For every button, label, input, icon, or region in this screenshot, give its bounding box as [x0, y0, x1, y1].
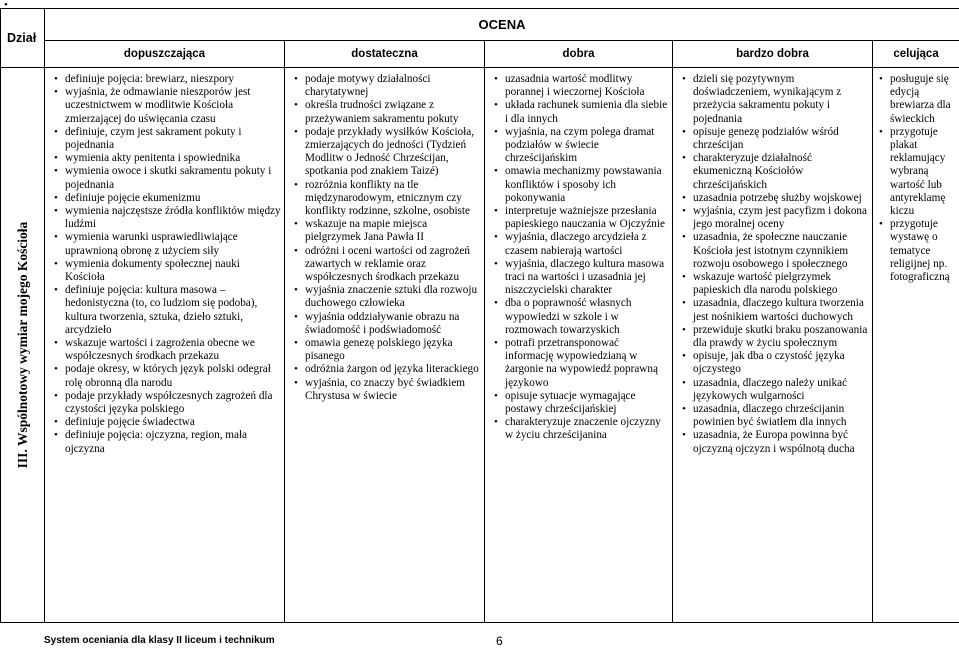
header-level-dostateczna: dostateczna — [285, 41, 485, 68]
requirement-item: • wyjaśnia, dlaczego arcydzieła z czasem nabierają wartości — [493, 231, 669, 257]
requirement-item: • wymienia dokumenty społecznej nauki Kościoła — [53, 258, 281, 284]
requirements-list-bardzo-dobra — [673, 68, 872, 456]
requirement-item: • wyjaśnia, na czym polega dramat podziałów w świecie chrześcijańskim — [493, 126, 669, 166]
requirement-item: • wyjaśnia, co znaczy być świadkiem Chrystusa w świecie — [293, 377, 481, 403]
requirement-item: • definiuje pojęcie ekumenizmu — [53, 192, 281, 205]
requirement-item: • odróżnia żargon od języka literackiego — [293, 363, 481, 376]
header-dzial: Dział — [1, 9, 45, 68]
requirement-item: • opisuje, jak dba o czystość języka ojczystego — [681, 350, 869, 376]
requirement-item: • przygotuje plakat reklamujący wybraną wartość lub antyreklamę kiczu — [878, 126, 956, 218]
requirement-item: • przygotuje wystawę o tematyce religijnej np. fotograficzną — [878, 218, 956, 284]
requirement-item: • uzasadnia potrzebę służby wojskowej — [681, 192, 869, 205]
column-bardzo-dobra — [673, 68, 873, 623]
requirement-item: • wyjaśnia znaczenie sztuki dla rozwoju duchowego człowieka — [293, 284, 481, 310]
header-level-celujaca: celująca — [873, 41, 959, 68]
requirement-item: • wymienia warunki usprawiedliwiające uprawnioną obronę z użyciem siły — [53, 231, 281, 257]
requirement-item: • uzasadnia, że Europa powinna być ojczyzną ojczyzn i wspólnotą ducha — [681, 429, 869, 455]
column-celujaca — [873, 68, 959, 623]
requirement-item: • wyjaśnia oddziaływanie obrazu na świadomość i podświadomość — [293, 311, 481, 337]
requirement-item: • wyjaśnia, dlaczego kultura masowa traci na wartości i uzasadnia jej niszczycielski charakter — [493, 258, 669, 298]
requirement-item: • wymienia akty penitenta i spowiednika — [53, 152, 281, 165]
header-level-bardzo-dobra: bardzo dobra — [673, 41, 873, 68]
requirement-item: • podaje przykłady współczesnych zagrożeń dla czystości języka polskiego — [53, 390, 281, 416]
requirement-item: • definiuje pojęcia: brewiarz, nieszpory — [53, 73, 281, 86]
stray-bullet: • — [4, 0, 8, 11]
requirement-item: • wymienia owoce i skutki sakramentu pokuty i pojednania — [53, 165, 281, 191]
footer-text: System oceniania dla klasy II liceum i technikum — [44, 635, 275, 646]
requirement-item: • wskazuje wartości i zagrożenia obecne we współczesnych środkach przekazu — [53, 337, 281, 363]
requirement-item: • wyjaśnia, że odmawianie nieszporów jest uczestnictwem w modlitwie Kościoła zmierzającej do uświęcania czasu — [53, 86, 281, 126]
requirement-item: • określa trudności związane z przeżywaniem sakramentu pokuty — [293, 99, 481, 125]
requirement-item: • odróżni i oceni wartości od zagrożeń zawartych w reklamie oraz współczesnych środkach przekazu — [293, 245, 481, 285]
requirement-item: • potrafi przetransponować informację wypowiedzianą w żargonie na wypowiedź poprawną językowo — [493, 337, 669, 390]
column-dobra — [485, 68, 673, 623]
requirement-item: • dzieli się pozytywnym doświadczeniem, wynikającym z przeżycia sakramentu pokuty i pojednania — [681, 73, 869, 126]
section-cell — [1, 68, 45, 623]
requirement-item: • opisuje genezę podziałów wśród chrześcijan — [681, 126, 869, 152]
requirement-item: • wymienia najczęstsze źródła konfliktów między ludźmi — [53, 205, 281, 231]
requirement-item: • dba o poprawność własnych wypowiedzi w szkole i w rozmowach towarzyskich — [493, 297, 669, 337]
requirements-list-dostateczna — [285, 68, 484, 403]
requirement-item: • rozróżnia konflikty na tle międzynarodowym, etnicznym czy konflikty rodzinne, szkolne, osobiste — [293, 179, 481, 219]
requirement-item: • uzasadnia, że społeczne nauczanie Kościoła jest istotnym czynnikiem rozwoju osobowego i społecznego — [681, 231, 869, 271]
requirement-item: • podaje przykłady wysiłków Kościoła, zmierzających do jedności (Tydzień Modlitw o Jedność Chrześcijan, spotkania pod znakiem Taizé) — [293, 126, 481, 179]
requirement-item: • definiuje pojęcie świadectwa — [53, 416, 281, 429]
requirement-item: • wyjaśnia, czym jest pacyfizm i dokona jego moralnej oceny — [681, 205, 869, 231]
requirement-item: • uzasadnia wartość modlitwy porannej i wieczornej Kościoła — [493, 73, 669, 99]
header-ocena: OCENA — [45, 9, 959, 41]
requirement-item: • uzasadnia, dlaczego należy unikać językowych wulgarności — [681, 377, 869, 403]
requirement-item: • podaje motywy działalności charytatywnej — [293, 73, 481, 99]
requirement-item: • wskazuje na mapie miejsca pielgrzymek Jana Pawła II — [293, 218, 481, 244]
column-dostateczna — [285, 68, 485, 623]
requirements-list-celujaca — [873, 68, 959, 284]
column-dopuszczajaca — [45, 68, 285, 623]
header-level-dobra: dobra — [485, 41, 673, 68]
requirement-item: • omawia genezę polskiego języka pisanego — [293, 337, 481, 363]
requirement-item: • definiuje pojęcia: ojczyzna, region, mała ojczyzna — [53, 429, 281, 455]
header-level-dopuszczajaca: dopuszczająca — [45, 41, 285, 68]
requirement-item: • uzasadnia, dlaczego kultura tworzenia jest nośnikiem wartości duchowych — [681, 297, 869, 323]
requirement-item: • definiuje, czym jest sakrament pokuty i pojednania — [53, 126, 281, 152]
requirement-item: • charakteryzuje działalność ekumeniczną Kościołów chrześcijańskich — [681, 152, 869, 192]
requirement-item: • charakteryzuje znaczenie ojczyzny w życiu chrześcijanina — [493, 416, 669, 442]
requirement-item: • układa rachunek sumienia dla siebie i dla innych — [493, 99, 669, 125]
requirement-item: • definiuje pojęcia: kultura masowa – hedonistyczna (to, co ludziom się podoba), kultura tworzenia, sztuka, dzieło sztuki, arcydzieło — [53, 284, 281, 337]
requirements-list-dopuszczajaca — [45, 68, 284, 456]
requirement-item: • uzasadnia, dlaczego chrześcijanin powinien być światłem dla innych — [681, 403, 869, 429]
requirement-item: • interpretuje ważniejsze przesłania papieskiego nauczania w Ojczyźnie — [493, 205, 669, 231]
requirement-item: • podaje okresy, w których język polski odegrał rolę obronną dla narodu — [53, 363, 281, 389]
requirement-item: • przewiduje skutki braku poszanowania dla prawdy w życiu społecznym — [681, 324, 869, 350]
requirement-item: • omawia mechanizmy powstawania konfliktów i sposoby ich pokonywania — [493, 165, 669, 205]
requirement-item: • posługuje się edycją brewiarza dla świeckich — [878, 73, 956, 126]
page-number: 6 — [496, 634, 503, 648]
requirement-item: • wskazuje wartość pielgrzymek papieskich dla narodu polskiego — [681, 271, 869, 297]
section-title: III. Wspólnotowy wymiar mojego Kościoła — [14, 221, 30, 469]
requirement-item: • opisuje sytuacje wymagające postawy chrześcijańskiej — [493, 390, 669, 416]
grading-table — [0, 8, 959, 623]
requirements-list-dobra — [485, 68, 672, 443]
